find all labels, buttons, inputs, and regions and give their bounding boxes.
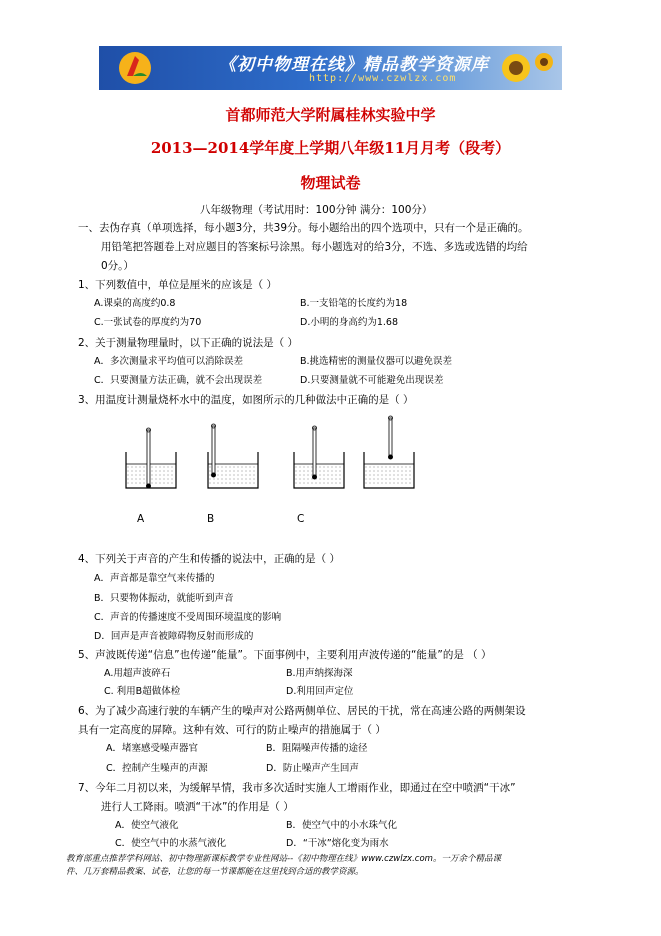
question-7-option-c[interactable]: C．使空气中的水蒸气液化	[115, 838, 227, 849]
beaker-a[interactable]	[126, 428, 176, 489]
question-5-stem: 5、声波既传递“信息”也传递“能量”。下面事例中，主要利用声波传递的“能量”的是 （ ）	[78, 649, 492, 661]
school-title: 首都师范大学附属桂林实验中学	[225, 106, 436, 124]
question-5-option-a[interactable]: A.用超声波碎石	[104, 668, 171, 679]
section-instructions-2: 用铅笔把答题卷上对应题目的答案标号涂黑。每小题选对的给3分，不选、多选或选错的均给	[101, 241, 528, 253]
question-1-stem: 1、下列数值中，单位是厘米的应该是（ ）	[78, 279, 278, 291]
question-7-stem-cont: 进行人工降雨。喷洒“干冰”的作用是（ ）	[101, 801, 294, 813]
exam-info: 八年级物理（考试用时：100分钟 满分：100分）	[200, 204, 433, 216]
footer-line-1: 教育部重点推荐学科网站、初中物理新课标教学专业性网站--《初中物理在线》www.czwlzx.com。一万余个精品课	[66, 854, 501, 864]
question-1-option-c[interactable]: C.一张试卷的厚度约为70	[94, 317, 202, 328]
question-4-stem: 4、下列关于声音的产生和传播的说法中，正确的是（ ）	[78, 553, 341, 565]
question-6-option-d[interactable]: D．防止噪声产生回声	[266, 763, 359, 774]
section-instructions-1: 一、去伪存真（单项选择，每小题3分，共39分。每小题给出的四个选项中，只有一个是正确的。	[78, 222, 529, 234]
question-1-option-b[interactable]: B.一支铅笔的长度约为18	[300, 298, 408, 309]
question-5-option-b[interactable]: B.用声纳探海深	[286, 668, 353, 679]
question-1-option-d[interactable]: D.小明的身高约为1.68	[300, 317, 398, 328]
question-3-stem: 3、用温度计测量烧杯水中的温度，如图所示的几种做法中正确的是（ ）	[78, 394, 414, 406]
site-logo-icon	[117, 50, 153, 86]
banner-url[interactable]: http://www.czwlzx.com	[309, 73, 457, 84]
question-6-option-c[interactable]: C．控制产生噪声的声源	[106, 763, 208, 774]
thermometer-figure	[118, 412, 418, 496]
question-4-option-b[interactable]: B．只要物体振动，就能听到声音	[94, 593, 234, 604]
question-6-stem-cont: 具有一定高度的屏障。这种有效、可行的防止噪声的措施属于（ ）	[78, 724, 386, 736]
beaker-b[interactable]	[208, 424, 258, 488]
term-title: 2013—2014学年度上学期八年级11月月考（段考）	[150, 139, 511, 157]
question-7-stem: 7、今年二月初以来，为缓解旱情，我市多次适时实施人工增雨作业，即通过在空中喷洒“干冰”	[78, 782, 516, 794]
figure-label-c: C	[297, 513, 305, 525]
question-2-option-c[interactable]: C．只要测量方法正确，就不会出现误差	[94, 375, 263, 386]
footer-line-2: 件、几万套精品教案、试卷，让您的每一节课都能在这里找到合适的教学资源。	[66, 867, 364, 877]
sunflower-icon	[486, 48, 556, 88]
question-6-option-a[interactable]: A．堵塞感受噪声器官	[106, 743, 198, 754]
question-7-option-d[interactable]: D．“干冰”熔化变为雨水	[286, 838, 389, 849]
question-4-option-d[interactable]: D．回声是声音被障碍物反射而形成的	[94, 631, 254, 642]
question-7-option-a[interactable]: A．使空气液化	[115, 820, 179, 831]
banner-title: 《初中物理在线》精品教学资源库	[219, 55, 489, 75]
question-5-option-c[interactable]: C. 利用B超做体检	[104, 686, 181, 697]
section-instructions-3: 0分。）	[101, 260, 134, 272]
site-banner	[99, 46, 562, 90]
question-2-option-a[interactable]: A．多次测量求平均值可以消除误差	[94, 356, 243, 367]
beaker-d[interactable]	[364, 416, 414, 488]
question-2-stem: 2、关于测量物理量时，以下正确的说法是（ ）	[78, 337, 299, 349]
question-6-option-b[interactable]: B．阻隔噪声传播的途径	[266, 743, 368, 754]
question-5-option-d[interactable]: D.利用回声定位	[286, 686, 354, 697]
figure-label-a: A	[137, 513, 145, 525]
question-4-option-c[interactable]: C．声音的传播速度不受周围环境温度的影响	[94, 612, 282, 623]
question-2-option-b[interactable]: B.挑选精密的测量仪器可以避免误差	[300, 356, 453, 367]
figure-label-b: B	[207, 513, 215, 525]
question-7-option-b[interactable]: B．使空气中的小水珠气化	[286, 820, 398, 831]
question-1-option-a[interactable]: A.课桌的高度约0.8	[94, 298, 176, 309]
question-6-stem: 6、为了减少高速行驶的车辆产生的噪声对公路两侧单位、居民的干扰，常在高速公路的两侧架设	[78, 705, 526, 717]
subject-title: 物理试卷	[300, 174, 361, 192]
question-4-option-a[interactable]: A．声音都是靠空气来传播的	[94, 573, 215, 584]
question-2-option-d[interactable]: D.只要测量就不可能避免出现误差	[300, 375, 444, 386]
page-footer	[66, 853, 596, 879]
beaker-c[interactable]	[294, 426, 344, 488]
